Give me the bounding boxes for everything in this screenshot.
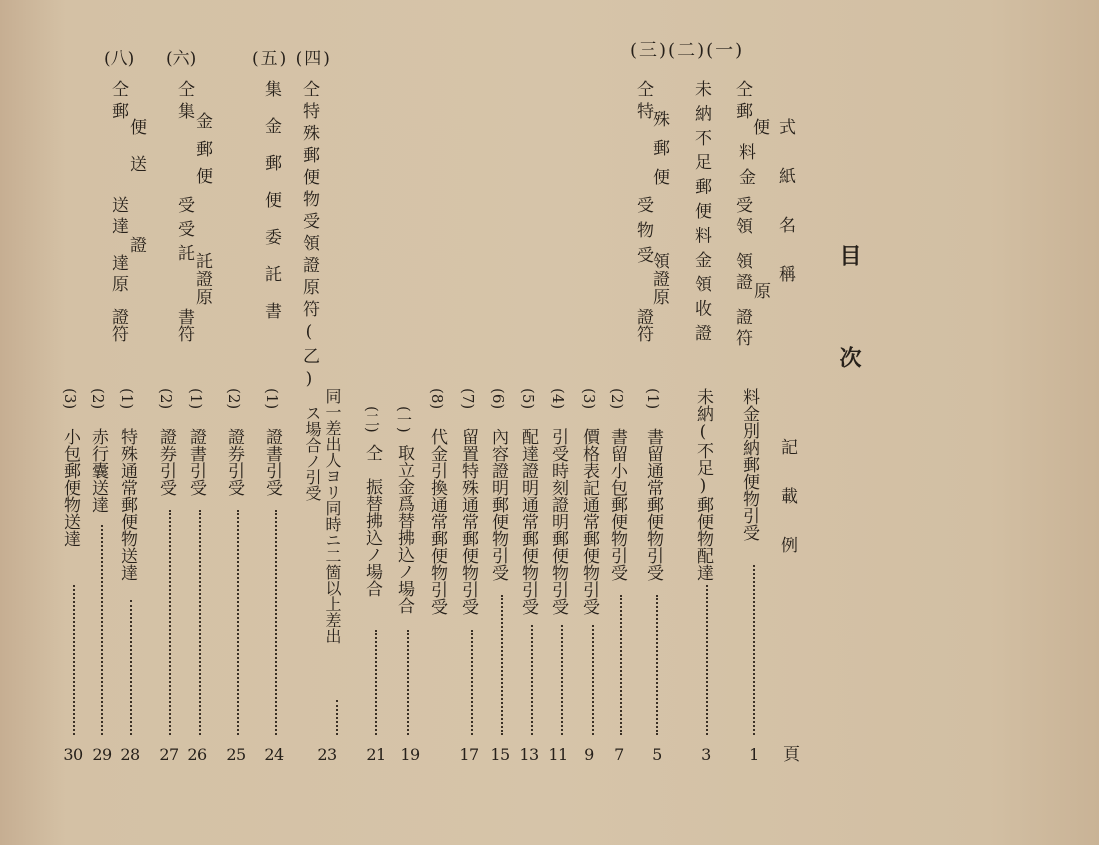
entry-page: 24	[264, 745, 284, 764]
entry-number: (1)	[187, 388, 205, 410]
form6-col-a: 仝集	[174, 80, 194, 124]
entry-number: (7)	[459, 388, 477, 410]
form1-char-k: 領	[732, 252, 752, 273]
form6-col-e: 託證原	[192, 252, 212, 306]
form1-char-e: 受	[732, 196, 752, 217]
entry-title: 同一差出人ヨリ同時ニ二箇以上差出	[323, 388, 342, 644]
entry-page: 11	[548, 745, 568, 764]
entry-title: 證書引受	[186, 428, 206, 496]
entry-page: 27	[159, 745, 179, 764]
leader-dots	[407, 630, 409, 735]
entry-page: 29	[92, 745, 112, 764]
entry-title: 取立金爲替拂込ノ場合	[394, 444, 414, 614]
header-shiki-label: 式紙名稱	[775, 118, 795, 314]
entry-number: (3)	[580, 388, 598, 410]
form-num-4: (四)	[295, 49, 332, 69]
form8-col-c: 送	[126, 155, 146, 172]
entry-number: (4)	[549, 388, 567, 410]
form3-col-e: 證符	[633, 308, 653, 342]
entry-number: (5)	[519, 388, 537, 410]
form3-col-a: 仝特	[633, 80, 653, 124]
form2-column: 未納不足郵便料金領收證	[691, 80, 711, 349]
leader-dots	[199, 510, 201, 735]
entry-title: 內容證明郵便物引受	[488, 428, 508, 581]
form5-column: 集金郵便委託書	[261, 80, 281, 339]
entry-title: 仝 振替拂込ノ場合	[362, 444, 382, 597]
leader-dots	[73, 585, 75, 735]
entry-title: 書留通常郵便物引受	[643, 428, 663, 581]
entry-page: 23	[317, 745, 337, 764]
entry-number: (2)	[157, 388, 175, 410]
leader-dots	[169, 510, 171, 735]
entry-title: 特殊通常郵便物送達	[117, 428, 137, 581]
form-num-6: (六)	[166, 49, 197, 69]
form6-col-d: 受受託	[174, 196, 194, 268]
form3-col-d: 領證原	[649, 252, 669, 306]
entry-number: (1)	[644, 388, 662, 410]
entry-page: 13	[519, 745, 539, 764]
page-title-moku: 目	[836, 244, 862, 266]
form1-col-a: 仝郵	[732, 80, 752, 124]
leader-dots	[706, 585, 708, 735]
form-num-8: (八)	[104, 49, 135, 69]
entry-title: 證書引受	[262, 428, 282, 496]
entry-title: 引受時刻證明郵便物引受	[548, 428, 568, 615]
entry-page: 21	[366, 745, 386, 764]
entry-title: 留置特殊通常郵便物引受	[458, 428, 478, 615]
form8-col-b: 便	[126, 118, 146, 135]
form-num-5: (五)	[252, 49, 289, 69]
leader-dots	[237, 510, 239, 735]
entry-number: (3)	[61, 388, 79, 410]
entry-page: 3	[701, 745, 711, 764]
entry-title: 小包郵便物送達	[60, 428, 80, 547]
entry-page: 15	[490, 745, 510, 764]
entry-title: 料金別納郵便物引受	[739, 388, 759, 541]
entry-number: (2)	[608, 388, 626, 410]
entry-number: (2)	[225, 388, 243, 410]
leader-dots	[130, 600, 132, 735]
form1-char-i: 符	[732, 329, 752, 350]
form8-col-g: 證符	[108, 308, 128, 342]
entry-number: (2)	[89, 388, 107, 410]
entry-number: (8)	[428, 388, 446, 410]
leader-dots	[592, 625, 594, 735]
entry-page: 30	[63, 745, 83, 764]
leader-dots	[561, 625, 563, 735]
form8-col-a: 仝郵	[108, 80, 128, 124]
page-title-ji: 次	[836, 346, 862, 368]
entry-number: (6)	[489, 388, 507, 410]
form1-col-i	[733, 308, 750, 350]
form4-column	[300, 80, 317, 394]
form1-char-g2: 證	[732, 308, 752, 329]
form8-col-f: 達原	[108, 254, 128, 296]
leader-dots	[531, 625, 533, 735]
form1-char-g: 證	[732, 273, 752, 294]
entry-page: 17	[459, 745, 479, 764]
entry-title: 代金引換通常郵便物引受	[427, 428, 447, 615]
form-numbers-mid	[252, 44, 332, 69]
form3-col-c: 受物受	[633, 196, 653, 271]
entry-page: 28	[120, 745, 140, 764]
form-num-1: (一)	[706, 40, 745, 61]
leader-dots	[375, 630, 377, 735]
entry-number: (二)	[363, 406, 381, 433]
header-page-label: 頁	[779, 745, 799, 762]
entry-page: 1	[749, 745, 759, 764]
entry-title: 證券引受	[224, 428, 244, 496]
entry-title: 未納(不足)郵便物配達	[693, 388, 713, 581]
leader-dots	[471, 630, 473, 735]
entry-page: 26	[187, 745, 207, 764]
leader-dots	[656, 595, 658, 735]
form4-text: 仝特殊郵便物受領證原符(乙)	[299, 80, 319, 394]
entry-page: 25	[226, 745, 246, 764]
form3-col-b: 殊郵便	[649, 110, 669, 197]
form1-col-g	[733, 252, 750, 294]
form6-col-b: 金	[192, 112, 212, 139]
leader-dots	[275, 510, 277, 735]
entry-page: 19	[400, 745, 420, 764]
entry-title: 書留小包郵便物引受	[607, 428, 627, 581]
entry-title: 證券引受	[156, 428, 176, 496]
leader-dots	[753, 565, 755, 735]
form6-col-c: 郵便	[192, 140, 212, 194]
entry-title-continuation: ス場合ノ引受	[303, 405, 322, 501]
form6-col-f: 書符	[174, 308, 194, 342]
entry-page: 7	[614, 745, 624, 764]
entry-number: (一)	[395, 406, 413, 433]
entry-page: 5	[652, 745, 662, 764]
entry-title: 赤行囊送達	[88, 428, 108, 513]
form8-col-e: 證	[126, 236, 146, 253]
entry-number: (1)	[263, 388, 281, 410]
entry-number: (1)	[118, 388, 136, 410]
form8-col-d: 送達	[108, 196, 128, 238]
form1-col-e	[733, 196, 750, 238]
leader-dots	[620, 595, 622, 735]
leader-dots	[336, 700, 338, 735]
form-numbers-right	[630, 36, 744, 62]
form-num-2: (二)	[668, 40, 707, 61]
form1-col-h: 原	[750, 282, 770, 299]
form1-col-c: 料	[735, 143, 755, 160]
entry-title: 配達證明通常郵便物引受	[518, 428, 538, 615]
form1-col-d: 金	[735, 168, 755, 185]
form-num-3: (三)	[630, 40, 669, 61]
header-kisai-label: 記載例	[777, 438, 797, 585]
entry-title: 價格表記通常郵便物引受	[579, 428, 599, 615]
entry-page: 9	[584, 745, 594, 764]
form1-char-f: 領	[732, 217, 752, 238]
form1-col-b: 便	[749, 118, 769, 140]
leader-dots	[501, 595, 503, 735]
leader-dots	[101, 525, 103, 735]
